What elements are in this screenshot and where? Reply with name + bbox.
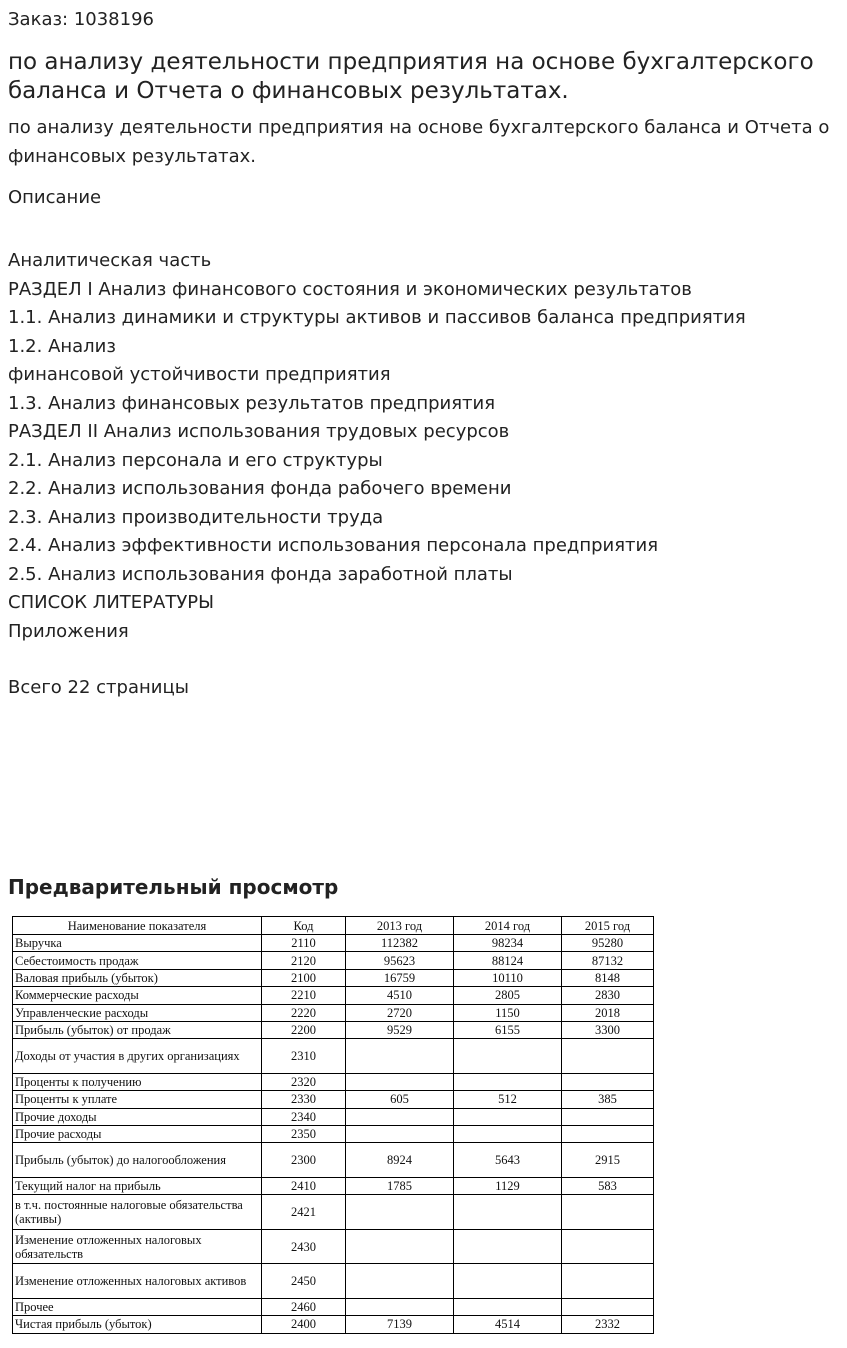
table-row (13, 987, 654, 1004)
table-row (13, 1229, 654, 1264)
column-header-2015: 2015 год (562, 917, 654, 935)
code-cell: 2430 (262, 1229, 346, 1264)
table-row (13, 1316, 654, 1333)
toc-item: СПИСОК ЛИТЕРАТУРЫ (8, 592, 215, 613)
value-cell: 605 (346, 1091, 454, 1108)
value-cell (454, 1264, 562, 1299)
document-title: по анализу деятельности предприятия на основе бухгалтерского баланса и Отчета о финансовых результатах. (8, 49, 814, 104)
value-cell: 1785 (346, 1177, 454, 1194)
value-cell: 98234 (454, 935, 562, 952)
indicator-name-cell: Проценты к получению (13, 1073, 262, 1090)
indicator-name-cell: Валовая прибыль (убыток) (13, 969, 262, 986)
value-cell (454, 1108, 562, 1125)
code-cell: 2100 (262, 969, 346, 986)
toc-item: Приложения (8, 620, 129, 642)
toc-item: 1.2. Анализ (8, 335, 116, 357)
toc-item: 2.1. Анализ персонала и его структуры (8, 449, 383, 471)
code-cell: 2421 (262, 1195, 346, 1230)
table-row (13, 935, 654, 952)
table-body (13, 935, 654, 1334)
column-header-2013: 2013 год (346, 917, 454, 935)
value-cell: 87132 (562, 952, 654, 969)
value-cell: 95280 (562, 935, 654, 952)
value-cell (454, 1073, 562, 1090)
toc-item: РАЗДЕЛ I Анализ финансового состояния и экономических результатов (8, 278, 692, 300)
value-cell: 8148 (562, 969, 654, 986)
value-cell (346, 1126, 454, 1143)
table-row (13, 1091, 654, 1108)
table-row (13, 1177, 654, 1194)
value-cell: 3300 (562, 1021, 654, 1038)
indicator-name-cell: Прибыль (убыток) до налогообложения (13, 1143, 262, 1178)
toc-item: 2.4. Анализ эффективности использования персонала предприятия (8, 535, 659, 556)
value-cell: 88124 (454, 952, 562, 969)
value-cell (562, 1126, 654, 1143)
value-cell: 2915 (562, 1143, 654, 1178)
toc-item: 2.5. Анализ использования фонда заработной платы (8, 563, 513, 585)
column-header-2014: 2014 год (454, 917, 562, 935)
value-cell (346, 1039, 454, 1074)
table-row (13, 1021, 654, 1038)
value-cell: 16759 (346, 969, 454, 986)
code-cell: 2200 (262, 1021, 346, 1038)
value-cell (562, 1039, 654, 1074)
value-cell (346, 1264, 454, 1299)
table-row (13, 1108, 654, 1125)
table-row (13, 1073, 654, 1090)
value-cell: 10110 (454, 969, 562, 986)
value-cell: 1150 (454, 1004, 562, 1021)
value-cell (562, 1073, 654, 1090)
value-cell (562, 1298, 654, 1315)
order-number: Заказ: 1038196 (8, 9, 154, 30)
table-row (13, 1143, 654, 1178)
table-row (13, 1264, 654, 1299)
value-cell: 7139 (346, 1316, 454, 1333)
value-cell: 2830 (562, 987, 654, 1004)
toc-item: 1.1. Анализ динамики и структуры активов и пассивов баланса предприятия (8, 307, 746, 328)
indicator-name-cell: Прочее (13, 1298, 262, 1315)
value-cell: 8924 (346, 1143, 454, 1178)
code-cell: 2210 (262, 987, 346, 1004)
value-cell: 2720 (346, 1004, 454, 1021)
value-cell (346, 1073, 454, 1090)
value-cell (562, 1264, 654, 1299)
financial-results-table (12, 916, 654, 1334)
value-cell: 6155 (454, 1021, 562, 1038)
table-row (13, 969, 654, 986)
value-cell (454, 1229, 562, 1264)
description-label: Описание (8, 187, 102, 208)
indicator-name-cell: Текущий налог на прибыль (13, 1177, 262, 1194)
code-cell: 2400 (262, 1316, 346, 1333)
indicator-name-cell: Чистая прибыль (убыток) (13, 1316, 262, 1333)
value-cell (454, 1195, 562, 1230)
indicator-name-cell: Коммерческие расходы (13, 987, 262, 1004)
code-cell: 2340 (262, 1108, 346, 1125)
toc-item: 1.3. Анализ финансовых результатов предприятия (8, 392, 496, 414)
value-cell (454, 1298, 562, 1315)
table-row (13, 1126, 654, 1143)
indicator-name-cell: в т.ч. постоянные налоговые обязательства (активы) (13, 1195, 262, 1230)
table-of-contents (8, 247, 838, 646)
code-cell: 2310 (262, 1039, 346, 1074)
code-cell: 2300 (262, 1143, 346, 1178)
value-cell (346, 1195, 454, 1230)
indicator-name-cell: Изменение отложенных налоговых активов (13, 1264, 262, 1299)
value-cell: 1129 (454, 1177, 562, 1194)
indicator-name-cell: Изменение отложенных налоговых обязательств (13, 1229, 262, 1264)
code-cell: 2450 (262, 1264, 346, 1299)
indicator-name-cell: Управленческие расходы (13, 1004, 262, 1021)
table-row (13, 1298, 654, 1315)
toc-item: РАЗДЕЛ II Анализ использования трудовых ресурсов (8, 421, 510, 442)
code-cell: 2220 (262, 1004, 346, 1021)
value-cell (346, 1298, 454, 1315)
value-cell: 112382 (346, 935, 454, 952)
value-cell (454, 1126, 562, 1143)
code-cell: 2350 (262, 1126, 346, 1143)
table-row (13, 1195, 654, 1230)
value-cell: 583 (562, 1177, 654, 1194)
indicator-name-cell: Проценты к уплате (13, 1091, 262, 1108)
table-row (13, 952, 654, 969)
indicator-name-cell: Прочие доходы (13, 1108, 262, 1125)
code-cell: 2410 (262, 1177, 346, 1194)
value-cell (562, 1229, 654, 1264)
value-cell: 5643 (454, 1143, 562, 1178)
value-cell: 9529 (346, 1021, 454, 1038)
total-pages: Всего 22 страницы (8, 677, 189, 698)
value-cell (562, 1108, 654, 1125)
value-cell (562, 1195, 654, 1230)
value-cell: 2332 (562, 1316, 654, 1333)
code-cell: 2120 (262, 952, 346, 969)
code-cell: 2460 (262, 1298, 346, 1315)
value-cell: 2018 (562, 1004, 654, 1021)
value-cell: 4514 (454, 1316, 562, 1333)
indicator-name-cell: Выручка (13, 935, 262, 952)
code-cell: 2320 (262, 1073, 346, 1090)
table-row (13, 1039, 654, 1074)
value-cell: 95623 (346, 952, 454, 969)
value-cell: 4510 (346, 987, 454, 1004)
value-cell: 512 (454, 1091, 562, 1108)
column-header-name: Наименование показателя (13, 917, 262, 935)
value-cell: 2805 (454, 987, 562, 1004)
toc-item: Аналитическая часть (8, 250, 212, 271)
value-cell (454, 1039, 562, 1074)
indicator-name-cell: Прибыль (убыток) от продаж (13, 1021, 262, 1038)
indicator-name-cell: Себестоимость продаж (13, 952, 262, 969)
table-row (13, 1004, 654, 1021)
preview-heading: Предварительный просмотр (8, 875, 339, 899)
toc-item: 2.3. Анализ производительности труда (8, 506, 384, 528)
toc-item: финансовой устойчивости предприятия (8, 364, 391, 385)
indicator-name-cell: Прочие расходы (13, 1126, 262, 1143)
value-cell (346, 1108, 454, 1125)
code-cell: 2330 (262, 1091, 346, 1108)
column-header-code: Код (262, 917, 346, 935)
value-cell: 385 (562, 1091, 654, 1108)
value-cell (346, 1229, 454, 1264)
indicator-name-cell: Доходы от участия в других организациях (13, 1039, 262, 1074)
table-header-row (13, 917, 654, 935)
code-cell: 2110 (262, 935, 346, 952)
toc-item: 2.2. Анализ использования фонда рабочего времени (8, 478, 512, 499)
document-subtitle: по анализу деятельности предприятия на основе бухгалтерского баланса и Отчета о финансовых результатах. (8, 117, 830, 167)
